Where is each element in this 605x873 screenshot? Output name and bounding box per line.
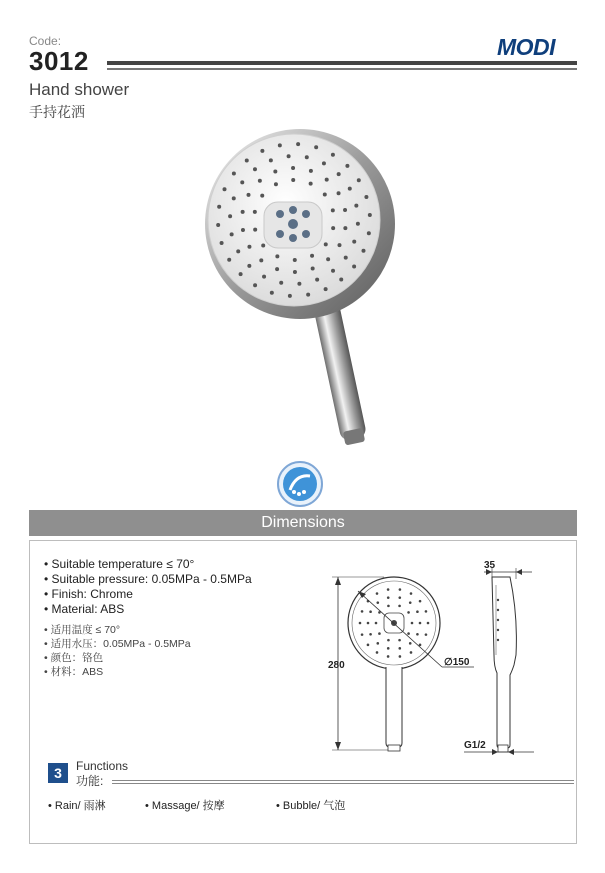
function-item-bubble: • Bubble/ 气泡 [276, 797, 345, 813]
nozzle-dot [345, 164, 349, 168]
nozzle-dot [247, 245, 251, 249]
height-label: 280 [328, 660, 345, 671]
drawing-nozzle-dot [410, 651, 413, 654]
nozzle-dot [274, 182, 278, 186]
functions-label-cn: 功能: [76, 774, 104, 788]
spray-function-badge-icon [276, 460, 324, 508]
nozzle-dot [324, 242, 328, 246]
nozzle-dot [296, 142, 300, 146]
nozzle-dot [287, 154, 291, 158]
nozzle-dot [331, 208, 335, 212]
nozzle-dot [348, 187, 352, 191]
nozzle-dot [331, 226, 335, 230]
nozzle-dot [352, 265, 356, 269]
drawing-nozzle-dot [369, 633, 372, 636]
code-label: Code: [29, 34, 62, 48]
drawing-nozzle-dot [387, 639, 390, 642]
nozzle-dot [223, 187, 227, 191]
nozzle-dot [361, 249, 365, 253]
nozzle-dot [291, 178, 295, 182]
nozzle-dot [217, 205, 221, 209]
drawing-nozzle-dot [375, 622, 378, 625]
nozzle-dot [311, 267, 315, 271]
drawing-nozzle-dot [376, 651, 379, 654]
nozzle-dot [260, 149, 264, 153]
functions-rule-2 [112, 783, 574, 784]
nozzle-dot [275, 254, 279, 258]
nozzle-dot [315, 278, 319, 282]
nozzle-dot [253, 228, 257, 232]
nozzle-dot [262, 275, 266, 279]
nozzle-dot [306, 293, 310, 297]
nozzle-dot [247, 264, 251, 268]
drawing-nozzle-dot [378, 632, 381, 635]
nozzle-dot [279, 281, 283, 285]
functions-label-en: Functions [76, 759, 129, 773]
nozzle-dot [253, 167, 257, 171]
spec-temperature-cn: • 适用温度 ≤ 70° [44, 622, 120, 637]
technical-drawing [324, 555, 574, 760]
drawing-nozzle-dot [387, 596, 390, 599]
drawing-nozzle-dot [399, 655, 402, 658]
nozzle-dot [239, 272, 243, 276]
drawing-nozzle-dot [387, 647, 390, 650]
nozzle-dot [232, 171, 236, 175]
spec-finish-cn: • 颜色：铬色 [44, 650, 103, 665]
nozzle-dot [339, 278, 343, 282]
nozzle-dot [240, 180, 244, 184]
nozzle-dot [220, 241, 224, 245]
spec-finish-en: • Finish: Chrome [44, 587, 133, 601]
nozzle-dot [343, 226, 347, 230]
nozzle-dot [230, 232, 234, 236]
drawing-nozzle-dot [409, 642, 412, 645]
nozzle-dot [344, 256, 348, 260]
header-rule-thin [107, 68, 577, 70]
nozzle-dot [258, 179, 262, 183]
nozzle-dot [247, 193, 251, 197]
drawing-nozzle-dot [361, 633, 364, 636]
nozzle-dot [324, 287, 328, 291]
drawing-nozzle-dot [369, 610, 372, 613]
spec-temperature-en: • Suitable temperature ≤ 70° [44, 557, 194, 571]
drawing-nozzle-dot [410, 592, 413, 595]
nozzle-dot [228, 214, 232, 218]
nozzle-dot [357, 178, 361, 182]
drawing-nozzle-dot [376, 592, 379, 595]
nozzle-dot [253, 283, 257, 287]
drawing-nozzle-dot [387, 588, 390, 591]
nozzle-dot [325, 178, 329, 182]
functions-rule [112, 780, 574, 781]
nozzle-dot [293, 270, 297, 274]
hand-shower-product-photo [190, 126, 420, 456]
drawing-nozzle-dot [398, 605, 401, 608]
drawing-nozzle-dot [398, 639, 401, 642]
nozzle-dot [232, 196, 236, 200]
code-value: 3012 [29, 46, 89, 76]
drawing-nozzle-dot [398, 647, 401, 650]
nozzle-dot [367, 231, 371, 235]
nozzle-dot [364, 195, 368, 199]
nozzle-dot [343, 208, 347, 212]
spec-material-cn: • 材料：ABS [44, 664, 103, 679]
nozzle-dot [322, 161, 326, 165]
spec-material-en: • Material: ABS [44, 602, 124, 616]
nozzle-dot [297, 282, 301, 286]
drawing-nozzle-dot [407, 632, 410, 635]
drawing-nozzle-dot [387, 605, 390, 608]
nozzle-dot [326, 257, 330, 261]
dimensions-section-bar [29, 510, 577, 536]
nozzle-dot [337, 172, 341, 176]
spec-pressure-en: • Suitable pressure: 0.05MPa - 0.5MPa [44, 572, 252, 586]
nozzle-dot [270, 291, 274, 295]
diameter-label: ∅150 [444, 657, 470, 668]
nozzle-dot [331, 153, 335, 157]
drawing-nozzle-dot [398, 596, 401, 599]
nozzle-dot [305, 155, 309, 159]
drawing-nozzle-dot [419, 600, 422, 603]
nozzle-dot [241, 228, 245, 232]
drawing-nozzle-dot [427, 622, 430, 625]
dimensions-title: Dimensions [261, 514, 345, 531]
nozzle-dot [337, 191, 341, 195]
nozzle-dot [245, 158, 249, 162]
nozzle-dot [259, 258, 263, 262]
nozzle-dot [354, 204, 358, 208]
nozzle-dot [368, 213, 372, 217]
nozzle-dot [227, 258, 231, 262]
nozzle-dot [310, 254, 314, 258]
nozzle-dot [216, 223, 220, 227]
function-item-rain: • Rain/ 雨淋 [48, 797, 106, 813]
nozzle-dot [269, 158, 273, 162]
thread-label: G1/2 [464, 740, 486, 751]
nozzle-dot [356, 222, 360, 226]
header-rule [107, 61, 577, 65]
nozzle-dot [337, 243, 341, 247]
nozzle-dot [288, 294, 292, 298]
drawing-nozzle-dot [419, 644, 422, 647]
nozzle-dot [275, 267, 279, 271]
drawing-nozzle-dot [407, 611, 410, 614]
nozzle-dot [273, 169, 277, 173]
drawing-nozzle-dot [399, 588, 402, 591]
drawing-nozzle-dot [416, 633, 419, 636]
drawing-nozzle-dot [376, 642, 379, 645]
nozzle-dot [331, 269, 335, 273]
drawing-nozzle-dot [376, 601, 379, 604]
drawing-nozzle-dot [425, 610, 428, 613]
nozzle-dot [291, 166, 295, 170]
drawing-nozzle-dot [367, 622, 370, 625]
nozzle-dot [352, 240, 356, 244]
nozzle-dot [309, 182, 313, 186]
nozzle-dot [309, 169, 313, 173]
product-title-en: Hand shower [29, 80, 130, 99]
nozzle-dot [253, 210, 257, 214]
nozzle-dot [260, 194, 264, 198]
depth-label: 35 [484, 560, 496, 571]
drawing-nozzle-dot [387, 655, 390, 658]
nozzle-dot [314, 145, 318, 149]
function-item-massage: • Massage/ 按摩 [145, 797, 225, 813]
nozzle-dot [278, 143, 282, 147]
functions-count-badge: 3 [48, 763, 68, 783]
nozzle-dot [241, 210, 245, 214]
nozzle-dot [323, 192, 327, 196]
drawing-nozzle-dot [361, 610, 364, 613]
product-title-cn: 手持花洒 [29, 104, 85, 120]
brand-logo: MODI [497, 34, 556, 60]
drawing-nozzle-dot [411, 622, 414, 625]
nozzle-dot [293, 258, 297, 262]
nozzle-dot [236, 249, 240, 253]
drawing-nozzle-dot [425, 633, 428, 636]
spec-pressure-cn: • 适用水压：0.05MPa - 0.5MPa [44, 636, 191, 651]
nozzle-dot [261, 244, 265, 248]
drawing-nozzle-dot [359, 622, 362, 625]
drawing-nozzle-dot [409, 601, 412, 604]
drawing-nozzle-dot [416, 610, 419, 613]
drawing-nozzle-dot [419, 622, 422, 625]
drawing-nozzle-dot [367, 644, 370, 647]
